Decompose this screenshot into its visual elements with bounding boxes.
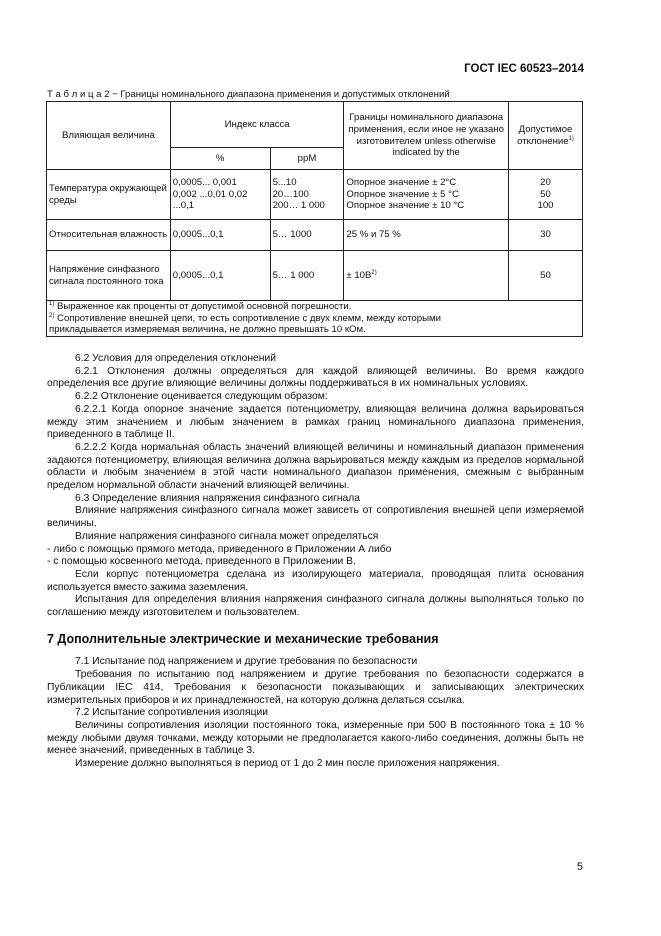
table-2 (46, 101, 583, 337)
row-limits: 25 % и 75 % (344, 220, 509, 251)
paragraph: 6.2.1 Отклонения должны определяться для каждой влияющей величины. Во время каждого определения все другие влияющие величины должны поддерживаться в их номинальных условиях. (47, 365, 584, 390)
paragraph: 7.1 Испытание под напряжением и другие требования по безопасности (75, 656, 418, 668)
header-deviation: Допустимое отклонение$^{1)}$ (509, 102, 583, 170)
footnote-2-continued: прикладывается измеряемая величина, не должно превышать 10 кОм. (49, 324, 366, 336)
paragraph: 6.2.2.1 Когда опорное значение задается потенциометру, влияющая величина должна варьироваться между этим значением и любым значением в рамках границ номинального диапазона применения, приведенного в таблице II. (47, 403, 584, 441)
row-deviation: 20 50 100 (509, 170, 583, 220)
row-ppm: 5… 1000 (270, 220, 344, 251)
paragraph: Величины сопротивления изоляции постоянного тока, измеренные при 500 В постоянного тока ± 10 % между любыми двумя точками, между которыми не предполагается какого-либо соединения, должны быть не менее значений, приведенных в таблице 3. (47, 719, 584, 757)
row-percent: 0,0005...0,1 (170, 251, 270, 301)
paragraph: 6.2 Условия для определения отклонений (75, 353, 276, 364)
row-percent: 0,0005...0,1 (170, 220, 270, 251)
list-item: - либо с помощью прямого метода, приведенного в Приложении А либо (47, 543, 392, 555)
paragraph: Если корпус потенциометра сделана из изолирующего материала, проводящая плита основания используется вместо зажима заземления. (47, 568, 584, 593)
row-ppm: 5...10 20…100 200… 1 000 (270, 170, 344, 220)
footnotes-cell: $^{1)}$ Выраженное как проценты от допустимой основной погрешности. $^{2)}$ Сопротивление внешней цепи, то есть сопротивление с двух клемм, между которыми прикладывается измеряемая величина, не должно превышать 10 кОм. (47, 301, 583, 337)
footnote-ref: 1) (568, 135, 574, 142)
body-text (47, 353, 584, 771)
header-percent: % (170, 148, 270, 170)
footnote-ref: 2) (371, 269, 377, 276)
row-limits: Опорное значение ± 2°С Опорное значение ± 5 °С Опорное значение ± 10 °С (344, 170, 509, 220)
table-footnotes (47, 301, 583, 337)
table-caption: Т а б л и ц а 2 − Границы номинального диапазона применения и допустимых отклонений (47, 89, 450, 100)
header-ppm: ppM (270, 148, 344, 170)
paragraph: 7.2 Испытание сопротивления изоляции (75, 707, 269, 719)
header-limits: Границы номинального диапазона применения, если иное не указано изготовителем unless otherwise indicated by the (344, 102, 509, 170)
paragraph: Влияние напряжения синфазного сигнала может определяться (75, 530, 379, 542)
row-percent: 0,0005... 0,001 0,002 ...0,01 0,02 ...0,1 (170, 170, 270, 220)
row-ppm: 5… 1 000 (270, 251, 344, 301)
paragraph: Требования по испытанию под напряжением и другие требования по безопасности содержатся в Публикации IEC 414, Требования к безопасности показывающих и записывающих электрических измерительных приборов и их принадлежностей, на которую должна делаться ссылка. (47, 669, 584, 706)
row-deviation: 50 (509, 251, 583, 301)
paragraph: 6.3 Определение влияния напряжения синфазного сигнала (75, 492, 360, 504)
footnote-2: Сопротивление внешней цепи, то есть сопротивление с двух клемм, между которыми (57, 312, 441, 324)
paragraph: 6.2.2 Отклонение оценивается следующим образом: (75, 391, 328, 403)
row-influence-name: Температура окружающей среды (47, 170, 171, 220)
row-limits: ± $10В^{2)}$ (344, 251, 509, 301)
row-deviation: 30 (509, 220, 583, 251)
list-item: - с помощью косвенного метода, приведенного в Приложении В. (47, 556, 356, 568)
row-influence-name: Относительная влажность (47, 220, 171, 251)
document-header: ГОСТ IEC 60523–2014 (464, 63, 584, 75)
header-class-index: Индекс класса (170, 102, 344, 148)
header-influence: Влияющая величина (47, 102, 171, 170)
page-number: 5 (576, 861, 583, 873)
table-row (47, 220, 583, 251)
paragraph: Испытания для определения влияния напряжения синфазного сигнала должны выполняться только по соглашению между изготовителем и пользователем. (47, 594, 584, 619)
table-row (47, 170, 583, 220)
footnote-1: Выраженное как проценты от допустимой основной погрешности. (57, 301, 352, 312)
table-row (47, 251, 583, 301)
paragraph: Влияние напряжения синфазного сигнала может зависеть от сопротивления внешней цепи измеряемой величины. (47, 505, 584, 530)
paragraph: Измерение должно выполняться в период от 1 до 2 мин после приложения напряжения. (75, 758, 500, 770)
row-influence-name: Напряжение синфазного сигнала постоянного тока (47, 251, 171, 301)
paragraph: 6.2.2.2 Когда нормальная область значений влияющей величины и номинальный диапазон применения задаются потенциометру, влияющая величина должна варьироваться между каждым из пределов нормальной области и любым значением в этой части номинального диапазон применения, смежным с выбранным пределом нормальной области значений влияющей величины. (47, 441, 584, 492)
section-heading: 7 Дополнительные электрические и механические требования (47, 631, 439, 646)
